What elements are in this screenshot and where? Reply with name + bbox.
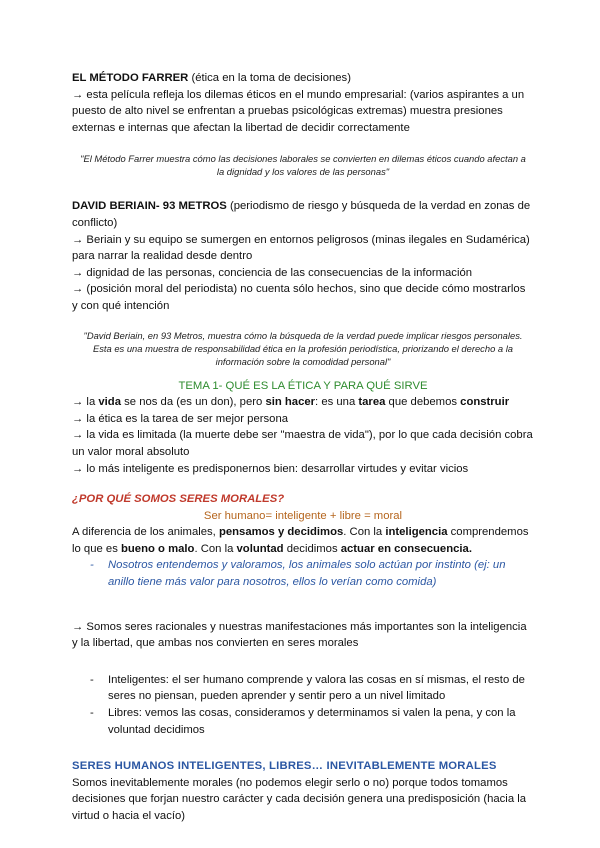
beriain-line-3: → (posición moral del periodista) no cuenta sólo hechos, sino que decide cómo mostrarlos y con qué intención — [72, 283, 526, 312]
dash-marker: - — [90, 673, 94, 686]
morales-note: Nosotros entendemos y valoramos, los animales solo actúan por instinto (ej: un anillo tiene más valor para nosotros, ellos lo verían como comida) — [108, 559, 506, 589]
beriain-title: DAVID BERIAIN- 93 METROS — [72, 200, 227, 213]
farrer-quote: "El Método Farrer muestra cómo las decisiones laborales se convierten en dilemas éticos cuando afectan a la dignidad y los valores de las personas" — [80, 153, 526, 178]
morales-title: ¿POR QUÉ SOMOS SERES MORALES? — [72, 493, 285, 506]
item-libres: Libres: vemos las cosas, consideramos y determinamos si valen la pena, y con la voluntad decidimos — [108, 707, 516, 736]
tema1-line-4: → lo más inteligente es predisponernos bien: desarrollar virtudes y evitar vicios — [72, 462, 469, 475]
morales-formula: Ser humano= inteligente + libre = moral — [203, 509, 403, 522]
list-item — [72, 672, 534, 705]
dash-marker: - — [90, 559, 94, 572]
farrer-subtitle: (ética en la toma de decisiones) — [191, 72, 351, 84]
tema1-title: TEMA 1- QUÉ ES LA ÉTICA Y PARA QUÉ SIRVE — [178, 379, 428, 392]
item-inteligentes: Inteligentes: el ser humano comprende y valora las cosas en sí mismas, el resto de seres no piensan, pueden aprender y sentir pero a un nivel limitado — [108, 673, 525, 703]
farrer-heading — [72, 70, 534, 87]
text-fragment: . Con la — [194, 542, 237, 555]
beriain-quote: "David Beriain, en 93 Metros, muestra cómo la búsqueda de la verdad puede implicar riesgos personales. Esta es una muestra de responsabilidad ética en la profesión periodística, priorizando el derecho a la información sobre la comodidad personal" — [83, 329, 523, 367]
bold-vida: vida — [98, 396, 121, 409]
inevitables-body: Somos inevitablemente morales (no podemos elegir serlo o no) porque todos tomamos decisiones que forjan nuestro carácter y cada decisión genera una predisposición (hacia la virtud o hacia el vacío) — [72, 776, 527, 822]
text-fragment: que debemos — [385, 396, 461, 409]
bold-voluntad: voluntad — [236, 542, 284, 555]
text-fragment: comprendemos lo que es — [72, 526, 529, 555]
bold-construir: construir — [460, 396, 510, 409]
dash-marker: - — [90, 707, 94, 720]
bold-inteligencia: inteligencia — [385, 526, 448, 539]
morales-paragraph-1 — [72, 524, 534, 557]
bold-pensamos: pensamos y decidimos — [218, 526, 344, 539]
bold-sin-hacer: sin hacer — [265, 396, 316, 409]
beriain-line-2: → dignidad de las personas, conciencia de las consecuencias de la información — [72, 266, 473, 279]
text-fragment: : es una — [315, 396, 359, 409]
text-fragment: A diferencia de los animales, — [72, 526, 219, 539]
morales-note-list — [72, 557, 534, 590]
beriain-heading — [72, 198, 534, 231]
tema1-line-2: → la ética es la tarea de ser mejor persona — [72, 412, 289, 425]
document-content — [72, 70, 534, 825]
bold-actuar: actuar en consecuencia. — [340, 542, 472, 555]
farrer-title: EL MÉTODO FARRER — [72, 72, 189, 84]
beriain-line-1: → Beriain y su equipo se sumergen en entornos peligrosos (minas ilegales en Sudamérica) para narrar la realidad desde dentro — [72, 233, 530, 263]
list-item — [72, 705, 534, 738]
bold-bueno-malo: bueno o malo — [121, 542, 195, 555]
bold-tarea: tarea — [358, 396, 386, 409]
beriain-subtitle: (periodismo de riesgo y búsqueda de la verdad en zonas de conflicto) — [72, 200, 531, 229]
morales-paragraph-2: → Somos seres racionales y nuestras manifestaciones más importantes son la inteligencia y la libertad, que ambas nos convierten en seres morales — [72, 620, 527, 650]
tema1-line-1 — [72, 394, 534, 411]
morales-items-list — [72, 672, 534, 738]
text-fragment: decidimos — [283, 542, 341, 555]
tema1-line-3: → la vida es limitada (la muerte debe ser "maestra de vida"), por lo que cada decisión cobra un valor moral absoluto — [72, 429, 533, 458]
text-fragment: se nos da (es un don), pero — [120, 396, 266, 409]
text-fragment: . Con la — [343, 526, 386, 539]
list-item — [72, 557, 534, 590]
text-fragment: → la — [72, 396, 99, 409]
farrer-body: → esta película refleja los dilemas éticos en el mundo empresarial: (varios aspirantes a un puesto de alto nivel se enfrentan a pruebas psicológicas extremas) muestra presiones externas e internas que afectan la libertad de decidir correctamente — [72, 88, 525, 134]
inevitables-title: SERES HUMANOS INTELIGENTES, LIBRES… INEVITABLEMENTE MORALES — [72, 760, 497, 773]
